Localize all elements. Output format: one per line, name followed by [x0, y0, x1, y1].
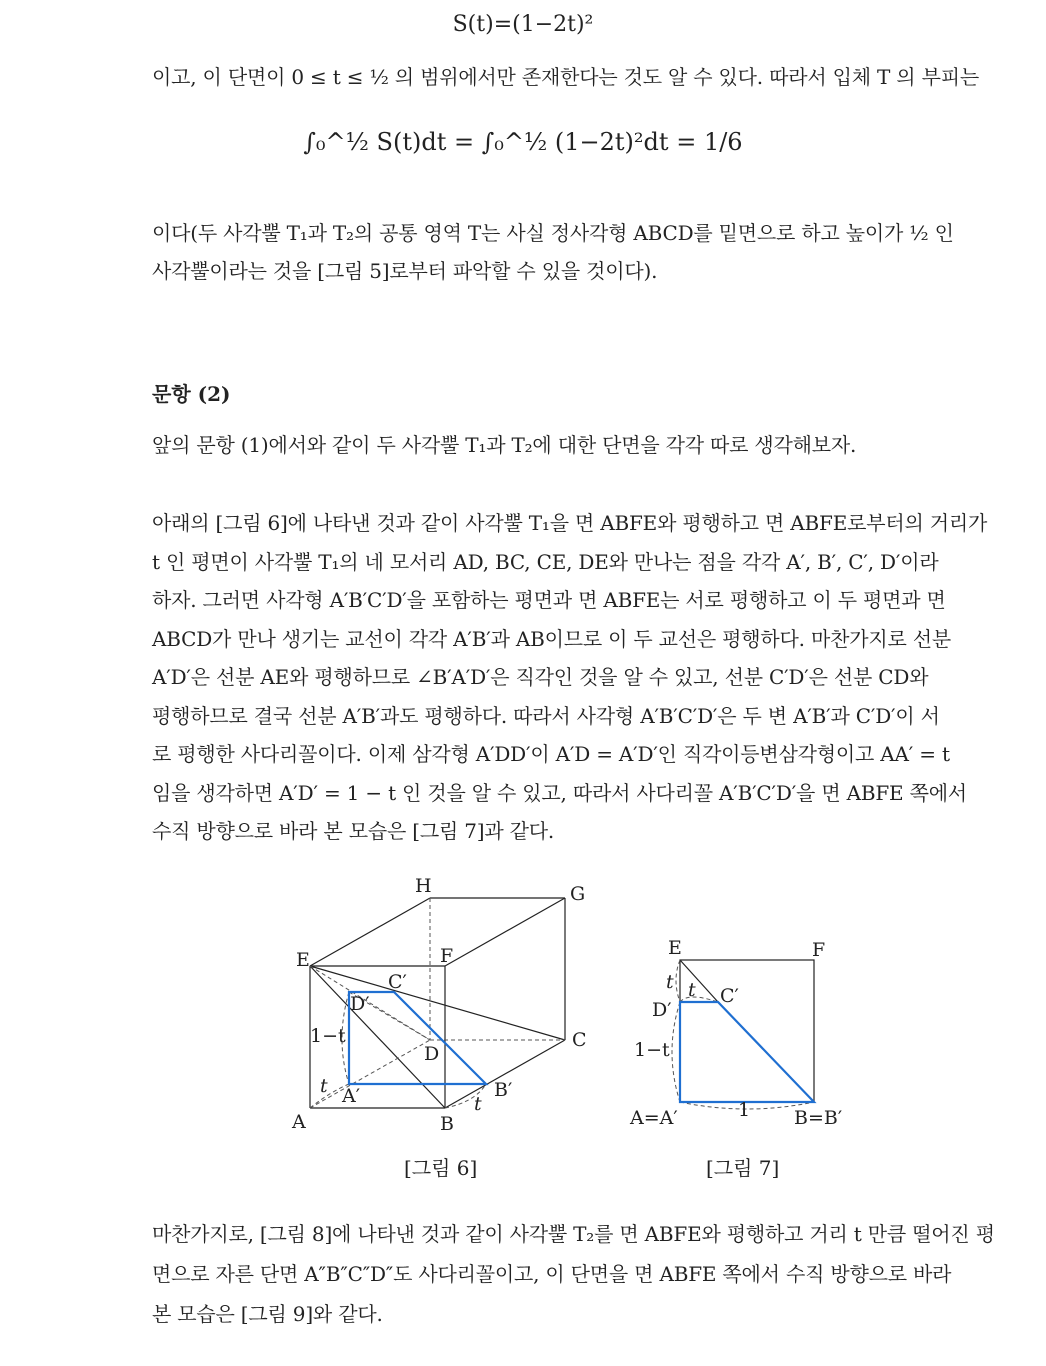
para2-line-1: 사각뿔이라는 것을 [그림 5]로부터 파악할 수 있을 것이다). — [152, 259, 658, 283]
label-B: B — [440, 1113, 454, 1135]
section-heading: 문항 (2) — [152, 382, 231, 406]
label-F: F — [812, 939, 826, 961]
paragraph-5 — [152, 1214, 1002, 1334]
para4-line-2: 하자. 그러면 사각형 A′B′C′D′을 포함하는 평면과 면 ABFE는 서로 평행하고 이 두 평면과 면 — [152, 588, 946, 612]
label-E: E — [296, 949, 310, 971]
label-t-mid: t — [688, 979, 696, 1001]
label-H: H — [415, 875, 432, 897]
para2-line-0: 이다(두 사각뿔 T₁과 T₂의 공통 영역 T는 사실 정사각형 ABCD를 밑면으로 하고 높이가 ½ 인 — [152, 221, 954, 245]
label-one: 1 — [738, 1099, 751, 1121]
label-C-prime: C′ — [388, 971, 407, 993]
label-B-prime: B′ — [494, 1079, 513, 1101]
para4-line-3: ABCD가 만나 생기는 교선이 각각 A′B′과 AB이므로 이 두 교선은 평행하다. 마찬가지로 선분 — [152, 626, 951, 651]
para4-line-5: 평행하므로 결국 선분 A′B′과도 평행하다. 따라서 사각형 A′B′C′D′은 두 변 A′B′과 C′D′이 서 — [152, 703, 940, 728]
para3-line-0: 앞의 문항 (1)에서와 같이 두 사각뿔 T₁과 T₂에 대한 단면을 각각 따로 생각해보자. — [152, 433, 857, 457]
label-C: C — [572, 1029, 587, 1051]
paragraph-2 — [152, 214, 1002, 290]
integral-left: ∫₀^½ S(t)dt — [303, 128, 447, 156]
para5-line-0: 마찬가지로, [그림 8]에 나타낸 것과 같이 사각뿔 T₂를 면 ABFE와 평행하고 거리 t 만큼 떨어진 평 — [152, 1222, 995, 1246]
para4-line-8: 수직 방향으로 바라 본 모습은 [그림 7]과 같다. — [152, 819, 555, 843]
para4-line-0: 아래의 [그림 6]에 나타낸 것과 같이 사각뿔 T₁을 면 ABFE와 평행하고 면 ABFE로부터의 거리가 — [152, 511, 988, 535]
label-D-prime: D′ — [350, 993, 370, 1015]
edge-FG — [445, 898, 565, 966]
arc-1-minus-t — [672, 1002, 680, 1102]
para1-line-0: 이고, 이 단면이 0 ≤ t ≤ ½ 의 범위에서만 존재한다는 것도 알 수 있다. 따라서 입체 T 의 부피는 — [152, 65, 979, 89]
paragraph-4 — [152, 504, 1002, 851]
para4-line-1: t 인 평면이 사각뿔 T₁의 네 모서리 AD, BC, CE, DE와 만나는 점을 각각 A′, B′, C′, D′이라 — [152, 549, 939, 574]
para4-line-4: A′D′은 선분 AE와 평행하므로 ∠B′A′D′은 직각인 것을 알 수 있고, 선분 C′D′은 선분 CD와 — [152, 665, 929, 689]
formula-top — [0, 12, 1046, 37]
label-D: D — [424, 1043, 440, 1065]
label-B-eq-Bprime: B=B′ — [794, 1107, 843, 1129]
figure-6-cube — [280, 870, 610, 1140]
para5-line-1: 면으로 자른 단면 A″B″C″D″도 사다리꼴이고, 이 단면을 면 ABFE 쪽에서 수직 방향으로 바라 — [152, 1262, 952, 1286]
label-1-minus-t: 1−t — [310, 1025, 346, 1047]
edge-E-Cprime — [680, 960, 718, 1002]
para5-line-2: 본 모습은 [그림 9]와 같다. — [152, 1302, 383, 1326]
label-t-left: t — [320, 1075, 328, 1097]
paragraph-1 — [152, 58, 1002, 96]
trapezoid-view — [680, 1002, 814, 1102]
label-t-bottom: t — [474, 1093, 482, 1115]
para4-line-6: 로 평행한 사다리꼴이다. 이제 삼각형 A′DD′이 A′D = A′D′인 직각이등변삼각형이고 AA′ = t — [152, 742, 950, 766]
label-C-prime: C′ — [720, 985, 739, 1007]
label-D-prime: D′ — [652, 999, 672, 1021]
figure-6-caption: [그림 6] — [404, 1156, 478, 1180]
label-F: F — [440, 945, 454, 967]
label-A-prime: A′ — [342, 1085, 361, 1107]
label-A: A — [292, 1111, 306, 1133]
figure-7-trapezoid — [626, 930, 866, 1140]
para4-line-7: 임을 생각하면 A′D′ = 1 − t 인 것을 알 수 있고, 따라서 사다리꼴 A′B′C′D′을 면 ABFE 쪽에서 — [152, 780, 967, 805]
integral-middle: ∫₀^½ (1−2t)²dt — [481, 128, 669, 156]
integral-equation: ∫₀^½ S(t)dt = ∫₀^½ (1−2t)²dt = 1/6 — [303, 128, 743, 156]
label-1-minus-t: 1−t — [634, 1039, 670, 1061]
label-A-eq-Aprime: A=A′ — [630, 1107, 678, 1129]
label-G: G — [570, 883, 586, 905]
paragraph-3 — [152, 426, 1002, 464]
label-t-top: t — [666, 971, 674, 993]
formula-top-text: S(t)=(1−2t)² — [452, 12, 594, 37]
label-E: E — [668, 937, 682, 959]
integral-result: 1/6 — [703, 128, 743, 156]
figure-7-caption: [그림 7] — [706, 1156, 780, 1180]
edge-EH — [310, 898, 430, 966]
